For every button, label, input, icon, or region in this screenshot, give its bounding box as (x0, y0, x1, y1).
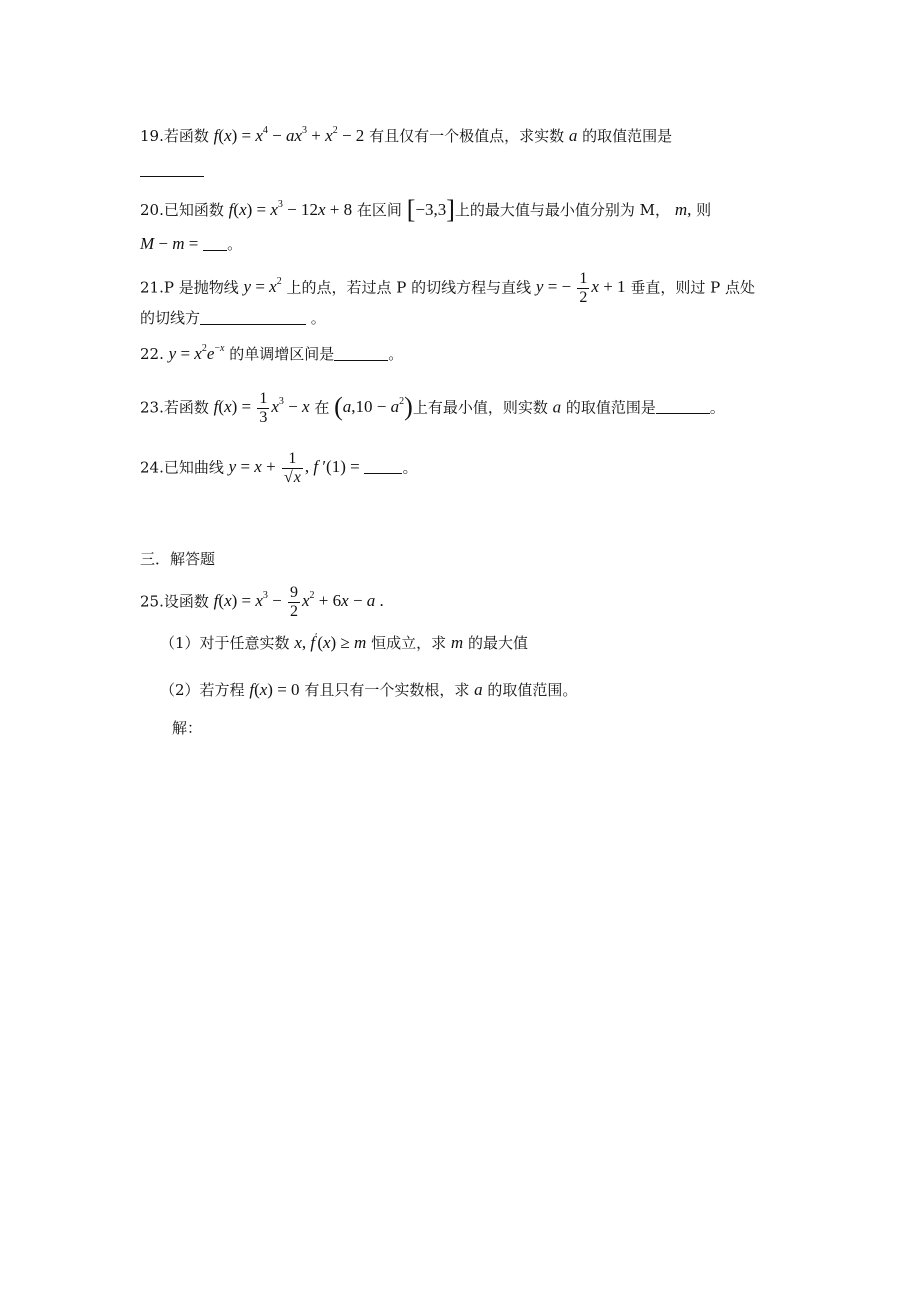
q19-formula: $f(x) = x^4 - ax^3 + x^2 - 2$ (213, 125, 365, 145)
q25-part1-label: （1） (160, 634, 200, 652)
q23-text-5: 。 (709, 398, 725, 417)
q19-text-3: 的取值范围是 (582, 127, 673, 145)
question-22 (140, 344, 403, 364)
question-20-cont: M − m = 。 (140, 234, 243, 253)
q25-part1-text-2: 恒成立，求 (371, 634, 447, 652)
q21-parabola: $y = x^2$ (243, 276, 282, 297)
solution-label (172, 718, 202, 738)
q22-formula: $y = x^2e^{-x}$ (168, 343, 225, 363)
q25-number: 25. (140, 592, 164, 611)
q20-answer-blank (203, 236, 227, 251)
q20-interval: [−3,3] (406, 195, 455, 224)
q20-text-1: 已知函数 (163, 201, 224, 219)
q21-text-3: 垂直，则过 P 点处 (630, 278, 755, 297)
q20-text-3: 上的最大值与最小值分别为 M， (454, 201, 671, 219)
q25-formula: $f(x) = x^3$ − $\frac{9}{2}$ $x^2 + 6x - a$ . (213, 584, 384, 620)
q21-number: 21. (140, 278, 164, 297)
question-24 (140, 450, 418, 487)
q22-answer-blank (334, 346, 388, 361)
question-19 (140, 126, 672, 146)
q20-formula: $f(x) = x^3 - 12x + 8$ (228, 199, 353, 219)
q19-answer-blank (140, 162, 204, 177)
q20-expression: M − m = (140, 234, 199, 253)
q19-text-1: 若函数 (163, 127, 209, 145)
q23-text-1: 若函数 (163, 398, 209, 417)
q19-text-2: 有且仅有一个极值点，求实数 (369, 127, 565, 145)
q20-number: 20. (140, 201, 164, 219)
q21-text-1: P 是抛物线 (163, 278, 239, 297)
q24-number: 24. (140, 458, 164, 477)
q22-number: 22. (140, 345, 164, 363)
q21-text-2: 上的点，若过点 P 的切线方程与直线 (286, 278, 532, 297)
question-20: 20.已知函数 $f(x) = x^3 - 12x + 8$ 在区间 [−3,3]上的最大值与最小值分别为 M， m, 则 (140, 195, 712, 224)
q23-text-4: 的取值范围是 (565, 398, 656, 417)
q19-answer-line (140, 160, 204, 180)
q22-text-1: 的单调增区间是 (229, 345, 335, 363)
question-25 (140, 584, 384, 621)
solution-text: 解： (172, 719, 203, 737)
q20-text-2: 在区间 (356, 201, 402, 219)
q23-formula: f(x) = $\frac{1}{3}$ $x^3 - x$ (213, 390, 310, 426)
section-title: 三．解答题 (140, 550, 216, 568)
q21-text-4: 的切线方 (140, 309, 201, 327)
q23-answer-blank (656, 399, 710, 414)
q23-var-a: a (552, 397, 562, 417)
q25-part1-text-3: 的最大值 (467, 634, 528, 652)
q25-text-1: 设函数 (163, 592, 209, 611)
question-21-cont (140, 308, 326, 328)
q22-text-2: 。 (388, 345, 404, 363)
q19-var-a: a (568, 126, 578, 145)
question-23 (140, 390, 725, 427)
q25-part-1 (160, 633, 528, 653)
q25-part2-formula: f(x) = 0 (249, 680, 300, 699)
q23-text-2: 在 (314, 398, 330, 417)
q25-part2-var-a: a (474, 680, 483, 699)
q25-part1-formula: x, f′(x) ≥ m (294, 632, 367, 652)
q24-text-1: 已知曲线 (163, 458, 224, 477)
q25-part2-text-1: 若方程 (199, 681, 245, 699)
q20-var-m: m (674, 200, 688, 219)
q24-text-2: 。 (402, 458, 418, 477)
q19-number: 19. (140, 127, 164, 145)
section-heading (140, 549, 215, 569)
q21-line-formula: y = − $\frac{1}{2}$ x + 1 (535, 270, 626, 306)
q25-part2-label: （2） (160, 681, 200, 699)
q25-part-2 (160, 680, 577, 700)
q25-part1-text-1: 对于任意实数 (199, 634, 290, 652)
q23-number: 23. (140, 398, 164, 417)
question-21 (140, 270, 755, 307)
q21-answer-blank (200, 310, 306, 325)
q21-text-5: 。 (310, 309, 326, 327)
q25-part1-var-m: m (450, 633, 464, 652)
q24-formula: y = x + $\frac{1}{√x}$ , f ′(1) = (228, 450, 360, 486)
q23-interval: $(a,10 - a^2)$ (334, 392, 413, 422)
q24-answer-blank (364, 459, 402, 474)
q23-text-3: 上有最小值，则实数 (412, 398, 548, 417)
q20-text-4: 则 (696, 201, 712, 219)
q25-part2-text-2: 有且只有一个实数根，求 (304, 681, 470, 699)
q25-part2-text-3: 的取值范围。 (487, 681, 578, 699)
